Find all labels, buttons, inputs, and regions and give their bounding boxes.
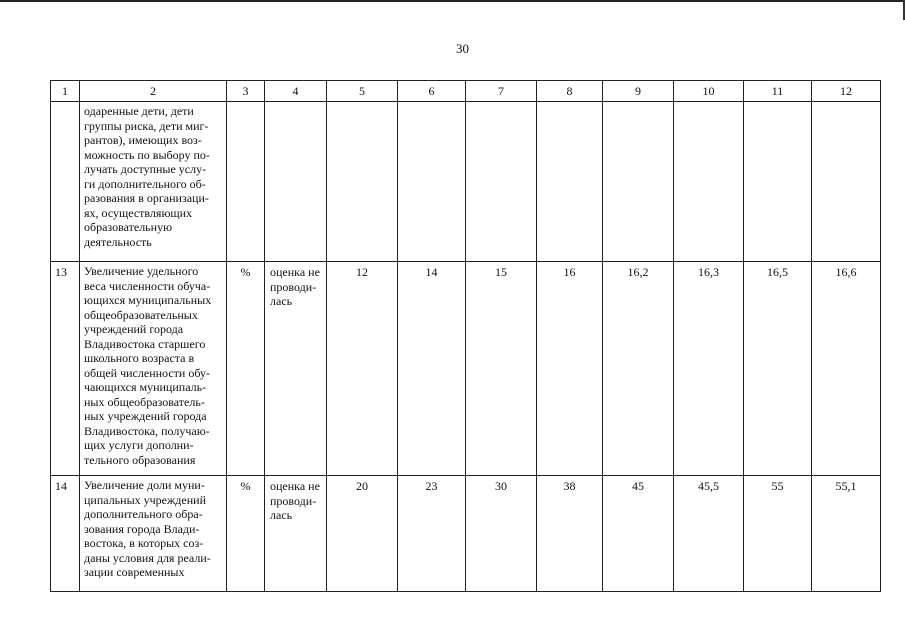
text-line: проводи- — [270, 279, 317, 294]
text-line: ющихся муниципальных — [84, 293, 212, 307]
value-cell: 16,2 — [603, 262, 674, 476]
text-line: образовательную — [84, 220, 173, 234]
row-number: 13 — [51, 262, 80, 476]
text-line: разования в организаци- — [84, 191, 209, 205]
unit-cell: % — [227, 262, 265, 476]
value-cell: 23 — [398, 476, 466, 592]
baseline-note — [265, 102, 327, 262]
column-header: 9 — [603, 81, 674, 102]
text-line: зования города Влади- — [84, 521, 200, 536]
text-line: группы риска, дети миг- — [84, 118, 209, 133]
indicator-table — [50, 80, 881, 592]
text-line: можность по выбору по- — [84, 147, 210, 162]
column-header: 10 — [674, 81, 744, 102]
value-cell: 30 — [466, 476, 537, 592]
text-line: лась — [270, 508, 293, 522]
text-line: общеобразовательных — [84, 307, 198, 322]
value-cell: 16 — [537, 262, 603, 476]
text-line: ных общеобразователь- — [84, 394, 205, 409]
column-header: 5 — [327, 81, 398, 102]
value-cell — [744, 102, 812, 262]
text-line: проводи- — [270, 493, 317, 508]
text-line: тельного образования — [84, 452, 196, 467]
column-header: 7 — [466, 81, 537, 102]
value-cell — [327, 102, 398, 262]
column-header: 1 — [51, 81, 80, 102]
value-cell: 55 — [744, 476, 812, 592]
text-line: ципальных учреждений — [84, 492, 206, 507]
value-cell — [812, 102, 881, 262]
text-line: учреждений города — [84, 322, 184, 336]
text-line: Увеличение доли муни- — [84, 478, 205, 492]
value-cell: 16,5 — [744, 262, 812, 476]
value-cell: 20 — [327, 476, 398, 592]
unit-cell: % — [227, 476, 265, 592]
row-number: 14 — [51, 476, 80, 592]
text-line: деятельность — [84, 234, 152, 249]
value-cell: 15 — [466, 262, 537, 476]
text-line: Увеличение удельного — [84, 264, 199, 278]
table-row — [51, 102, 881, 262]
text-line: Владивостока старшего — [84, 336, 206, 351]
baseline-note — [265, 262, 327, 476]
value-cell: 14 — [398, 262, 466, 476]
value-cell: 55,1 — [812, 476, 881, 592]
text-line: ги дополнительного об- — [84, 176, 206, 191]
unit-cell — [227, 102, 265, 262]
indicator-description — [80, 102, 227, 262]
column-number-row — [51, 81, 881, 102]
page-number: 30 — [456, 41, 469, 56]
column-header: 6 — [398, 81, 466, 102]
text-line: ях, осуществляющих — [84, 205, 193, 220]
indicator-description — [80, 476, 227, 592]
scan-top-edge — [0, 0, 905, 2]
row-number — [51, 102, 80, 262]
text-line: рантов), имеющих воз- — [84, 133, 202, 147]
text-line: одаренные дети, дети — [84, 104, 194, 118]
value-cell — [398, 102, 466, 262]
column-header: 11 — [744, 81, 812, 102]
column-header: 12 — [812, 81, 881, 102]
text-line: чающихся муниципаль- — [84, 380, 207, 394]
table-row — [51, 262, 881, 476]
baseline-note — [265, 476, 327, 592]
text-line: веса численности обуча- — [84, 278, 211, 293]
value-cell: 38 — [537, 476, 603, 592]
text-line: востока, в которых соз- — [84, 536, 204, 550]
text-line: лась — [270, 294, 293, 308]
text-line: оценка не — [270, 479, 320, 493]
text-line: дополнительного обра- — [84, 507, 203, 521]
text-line: лучать доступные услу- — [84, 162, 207, 176]
column-header: 3 — [227, 81, 265, 102]
text-line: ных учреждений города — [84, 409, 207, 423]
text-line: Владивостока, получаю- — [84, 423, 210, 438]
value-cell — [603, 102, 674, 262]
value-cell: 12 — [327, 262, 398, 476]
column-header: 4 — [265, 81, 327, 102]
text-line: щих услуги дополни- — [84, 438, 194, 452]
text-line: зации современных — [84, 565, 185, 579]
text-line: даны условия для реали- — [84, 550, 211, 565]
value-cell: 45 — [603, 476, 674, 592]
value-cell: 16,3 — [674, 262, 744, 476]
text-line: общей численности обу- — [84, 365, 210, 380]
column-header: 2 — [80, 81, 227, 102]
value-cell — [537, 102, 603, 262]
table-row — [51, 476, 881, 592]
column-header: 8 — [537, 81, 603, 102]
text-line: школьного возраста в — [84, 351, 195, 365]
text-line: оценка не — [270, 265, 320, 279]
indicator-description — [80, 262, 227, 476]
value-cell: 45,5 — [674, 476, 744, 592]
value-cell — [674, 102, 744, 262]
value-cell: 16,6 — [812, 262, 881, 476]
value-cell — [466, 102, 537, 262]
